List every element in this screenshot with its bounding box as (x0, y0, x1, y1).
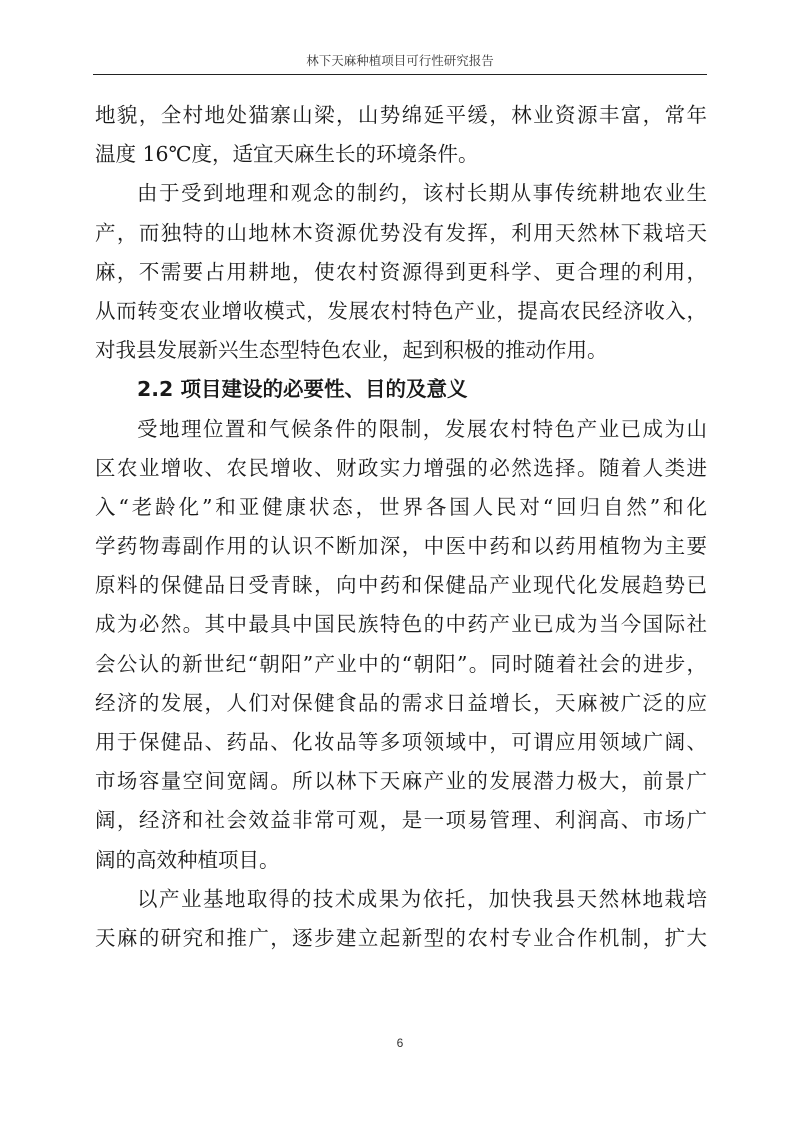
section-heading: 2.2 项目建设的必要性、目的及意义 (137, 377, 468, 402)
text-line: 市场容量空间宽阔。所以林下天麻产业的发展潜力极大，前景广 (95, 769, 707, 794)
text-line: 以产业基地取得的技术成果为依托，加快我县天然林地栽培 (137, 886, 707, 911)
text-line: 对我县发展新兴生态型特色农业，起到积极的推动作用。 (95, 338, 608, 363)
text-line: 天麻的研究和推广，逐步建立起新型的农村专业合作机制，扩大 (95, 925, 707, 950)
running-header (93, 52, 707, 75)
text-line: 学药物毒副作用的认识不断加深，中医中药和以药用植物为主要 (95, 534, 707, 559)
text-line: 麻，不需要占用耕地，使农村资源得到更科学、更合理的利用， (95, 259, 707, 284)
text-line: 地貌，全村地处猫寨山梁，山势绵延平缓，林业资源丰富，常年 (95, 103, 707, 127)
paragraph (95, 880, 707, 958)
text-line: 温度 16℃度，适宜天麻生长的环境条件。 (95, 142, 479, 167)
text-line: 成为必然。其中最具中国民族特色的中药产业已成为当今国际社 (95, 612, 707, 637)
text-line: 阔的高效种植项目。 (95, 847, 280, 872)
document-body (95, 96, 707, 958)
text-line: 经济的发展，人们对保健食品的需求日益增长，天麻被广泛的应 (95, 690, 707, 715)
paragraph-continued (95, 96, 707, 174)
paragraph (95, 410, 707, 880)
text-line: 阔，经济和社会效益非常可观，是一项易管理、利润高、市场广 (95, 808, 707, 833)
text-line: 区农业增收、农民增收、财政实力增强的必然选择。随着人类进 (95, 455, 707, 480)
text-line: 原料的保健品日受青睐，向中药和保健品产业现代化发展趋势已 (95, 573, 707, 598)
text-line: 由于受到地理和观念的制约，该村长期从事传统耕地农业生 (137, 181, 707, 206)
paragraph (95, 174, 707, 370)
page-number: 6 (396, 1036, 404, 1050)
text-line: 用于保健品、药品、化妆品等多项领域中，可谓应用领域广阔、 (95, 730, 707, 754)
text-line: 受地理位置和气候条件的限制，发展农村特色产业已成为山 (137, 416, 707, 441)
running-header-title: 林下天麻种植项目可行性研究报告 (306, 53, 494, 68)
text-line: 产，而独特的山地林木资源优势没有发挥，利用天然林下栽培天 (95, 220, 707, 245)
text-line: 会公认的新世纪“朝阳”产业中的“朝阳”。同时随着社会的进步， (95, 651, 707, 676)
text-line: 从而转变农业增收模式，发展农村特色产业，提高农民经济收入， (95, 298, 707, 323)
text-line: 入“老龄化”和亚健康状态，世界各国人民对“回归自然”和化 (95, 494, 707, 519)
